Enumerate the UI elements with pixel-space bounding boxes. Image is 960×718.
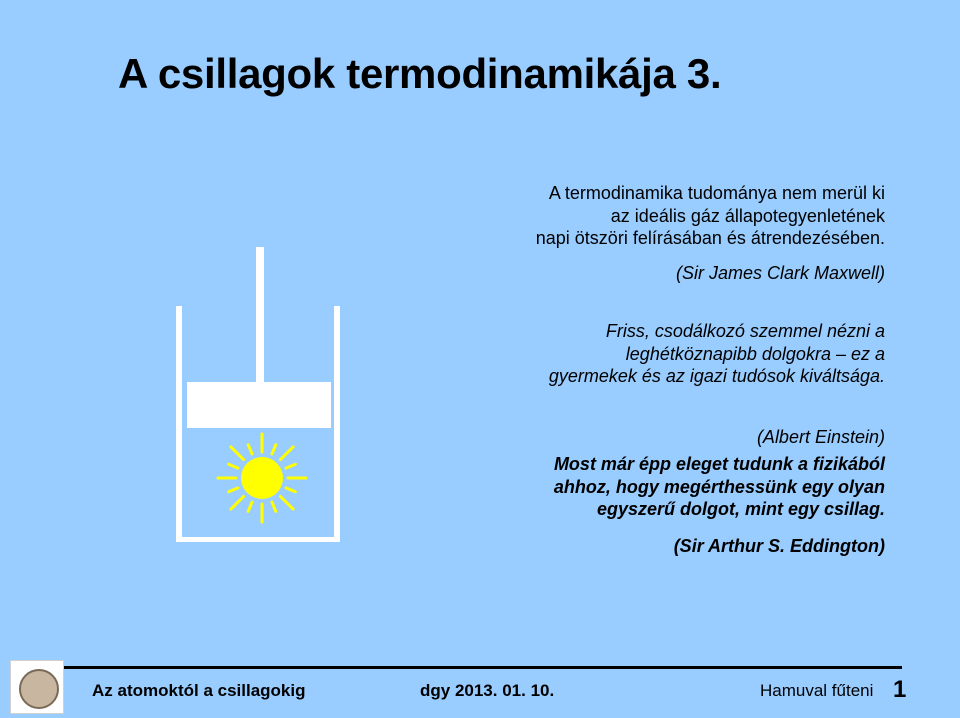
footer-course-title: Az atomoktól a csillagokig [92, 681, 306, 700]
page-number: 1 [893, 676, 907, 703]
quote-author-eddington: (Sir Arthur S. Eddington) [673, 536, 885, 556]
quote-line: egyszerű dolgot, mint egy csillag. [596, 499, 885, 519]
quote-author-maxwell: (Sir James Clark Maxwell) [675, 263, 885, 283]
sun-ray [280, 447, 293, 460]
sun-ray [248, 502, 252, 511]
sun-icon [218, 434, 306, 522]
sun-ray [286, 464, 295, 468]
sun-ray [272, 502, 276, 511]
page-title: A csillagok termodinamikája 3. [118, 50, 722, 97]
footer-lecture-title: Hamuval fűteni [760, 681, 874, 700]
quote-line: gyermekek és az igazi tudósok kiváltsága. [548, 366, 885, 386]
sun-ray [229, 464, 238, 468]
sun-ray [229, 488, 238, 492]
quote-line: napi ötszöri felírásában és átrendezésében. [535, 228, 885, 248]
quote-line: az ideális gáz állapotegyenletének [610, 205, 885, 226]
piston-icon [187, 247, 331, 428]
quote-line: Most már épp eleget tudunk a fizikából [553, 454, 885, 474]
quote-author-einstein: (Albert Einstein) [756, 427, 885, 447]
footer-date: dgy 2013. 01. 10. [420, 681, 555, 700]
footer-divider [62, 666, 902, 669]
sun-ray [231, 496, 244, 509]
quote-line: ahhoz, hogy megérthessünk egy olyan [553, 476, 885, 497]
quote-line: leghétköznapibb dolgokra – ez a [625, 343, 885, 364]
quote-line: Friss, csodálkozó szemmel nézni a [605, 321, 885, 341]
sun-ray [286, 488, 295, 492]
quote-line: A termodinamika tudománya nem merül ki [548, 183, 885, 203]
sun-ray [231, 447, 244, 460]
institution-logo-icon [10, 660, 64, 714]
logo-seal-icon [19, 669, 59, 709]
sun-ray [280, 496, 293, 509]
sun-ray [272, 445, 276, 454]
sun-ray [248, 445, 252, 454]
